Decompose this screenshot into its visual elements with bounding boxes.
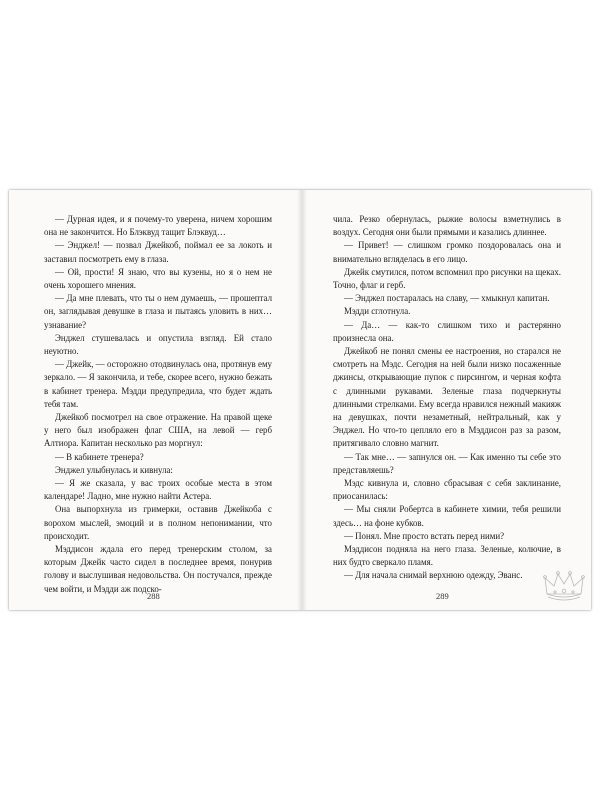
paragraph: — Энджел! — позвал Джейкоб, поймал ее за локоть и заставил посмотреть ему в глаза. [44, 240, 272, 264]
paragraph: Энджел улыбнулась и кивнула: [55, 464, 173, 475]
page-number-left: 288 [147, 591, 160, 601]
paragraph: — Да мне плевать, что ты о нем думаешь, — прошептал он, заглядывая девушке в глаза и пытаясь уловить в них… узнавание? [44, 293, 272, 330]
paragraph: — Понял. Мне просто встать перед ними? [344, 530, 505, 541]
paragraph: — Ой, прости! Я знаю, что вы кузены, но я о нем не очень хорошего мнения. [44, 266, 272, 291]
page-number-right: 289 [436, 591, 449, 601]
left-page [9, 190, 300, 610]
paragraph: Мэддисон ждала его перед тренерским столом, за которым Джейк часто сидел в последнее время, понурив голову и выслушивая недовольства. Он постучался, прежде чем войти, и Мэдди аж подско- [44, 544, 272, 594]
paragraph: Она выпорхнула из гримерки, оставив Джейкоба с ворохом мыслей, эмоций и в полном непонимании, что происходит. [44, 504, 272, 541]
right-page-text [333, 213, 561, 583]
paragraph: — Джейк, — осторожно отодвинулась она, протянув ему зеркало. — Я закончила, и тебе, скорее всего, нужно бежать в кабинет тренера. Мэдди предупредила, что будет ждать тебя там. [44, 359, 272, 409]
paragraph: — Я же сказала, у вас троих особые места в этом календаре! Ладно, мне нужно найти Астера. [44, 478, 272, 502]
paragraph: Джейкоб посмотрел на свое отражение. На правой щеке у него был изображен флаг США, на левой — герб Алтиора. Капитан несколько раз моргнул: [44, 412, 272, 449]
paragraph: — Да… — как-то слишком тихо и растерянно произнесла она. [333, 319, 561, 343]
crown-icon [541, 566, 587, 606]
paragraph: — Так мне… — запнулся он. — Как именно ты себе это представляешь? [333, 451, 561, 475]
paragraph: — Для начала снимай верхнюю одежду, Эванс. [344, 570, 523, 581]
paragraph: Джейкоб не понял смены ее настроения, но старался не смотреть на Мэдс. Сегодня на ней были низко посаженные джинсы, открывающие пупок с пирсингом, и черная кофта с длинными рукавами. Зеленые глаза подчеркнуты длинными стрелками. Ему всегда нравился нежный макияж на девушках, почти незаметный, нейтральный, как у Энджел. Но что-то цепляло его в Мэддисон раз за разом, притягивало словно магнит. [333, 346, 561, 449]
paragraph: — Привет! — слишком громко поздоровалась она и внимательно вгляделась в его лицо. [333, 240, 561, 264]
paragraph: Мэддисон подняла на него глаза. Зеленые, колючие, в них будто сверкало пламя. [333, 544, 561, 568]
paragraph: Мэдс кивнула и, словно сбрасывая с себя заклинание, приосанилась: [333, 478, 561, 502]
paragraph: чила. Резко обернулась, рыжие волосы взметнулись в воздух. Сегодня они были прямыми и казались длиннее. [333, 214, 561, 238]
paragraph: Мэдди сглотнула. [344, 306, 411, 317]
left-page-text [44, 213, 272, 596]
right-page [300, 190, 591, 610]
paragraph: Энджел стушевалась и опустила взгляд. Ей стало неуютно. [44, 332, 272, 357]
paragraph: — В кабинете тренера? [55, 451, 144, 462]
book-spread [9, 190, 591, 610]
paragraph: — Энджел постаралась на славу, — хмыкнул капитан. [344, 293, 550, 304]
paragraph: Джейк смутился, потом вспомнил про рисунки на щеках. Точно, флаг и герб. [333, 266, 561, 291]
paragraph: — Дурная идея, и я почему-то уверена, ничем хорошим она не закончится. Но Блэквуд тащит Блэквуд… [44, 214, 272, 238]
paragraph: — Мы сняли Робертса в кабинете химии, тебя решили здесь… на фоне кубков. [333, 504, 561, 528]
